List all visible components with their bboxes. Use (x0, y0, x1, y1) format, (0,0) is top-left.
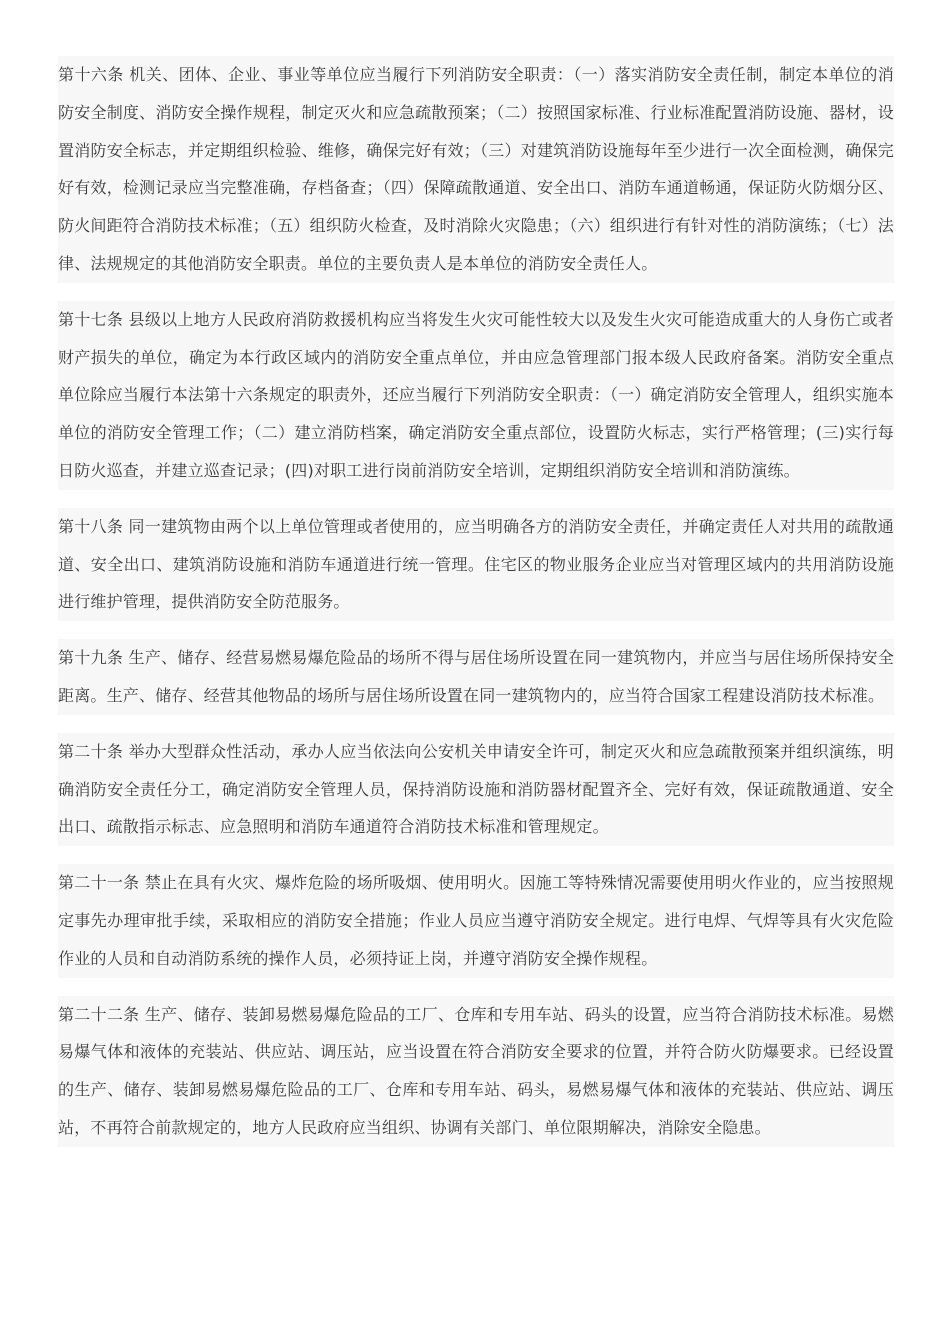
article-22: 第二十二条 生产、储存、装卸易燃易爆危险品的工厂、仓库和专用车站、码头的设置，应当符合消防技术标准。易燃易爆气体和液体的充装站、供应站、调压站，应当设置在符合消防安全要求的位置，并符合防火防爆要求。已经设置的生产、储存、装卸易燃易爆危险品的工厂、仓库和专用车站、码头，易燃易爆气体和液体的充装站、供应站、调压站，不再符合前款规定的，地方人民政府应当组织、协调有关部门、单位限期解决，消除安全隐患。 (58, 996, 894, 1147)
article-18: 第十八条 同一建筑物由两个以上单位管理或者使用的，应当明确各方的消防安全责任，并确定责任人对共用的疏散通道、安全出口、建筑消防设施和消防车通道进行统一管理。住宅区的物业服务企业应当对管理区域内的共用消防设施进行维护管理，提供消防安全防范服务。 (58, 508, 894, 621)
article-21: 第二十一条 禁止在具有火灾、爆炸危险的场所吸烟、使用明火。因施工等特殊情况需要使用明火作业的，应当按照规定事先办理审批手续，采取相应的消防安全措施；作业人员应当遵守消防安全规定。进行电焊、气焊等具有火灾危险作业的人员和自动消防系统的操作人员，必须持证上岗，并遵守消防安全操作规程。 (58, 864, 894, 977)
article-20: 第二十条 举办大型群众性活动，承办人应当依法向公安机关申请安全许可，制定灭火和应急疏散预案并组织演练，明确消防安全责任分工，确定消防安全管理人员，保持消防设施和消防器材配置齐全、完好有效，保证疏散通道、安全出口、疏散指示标志、应急照明和消防车通道符合消防技术标准和管理规定。 (58, 733, 894, 846)
document-page (58, 56, 894, 1165)
article-17: 第十七条 县级以上地方人民政府消防救援机构应当将发生火灾可能性较大以及发生火灾可能造成重大的人身伤亡或者财产损失的单位，确定为本行政区域内的消防安全重点单位，并由应急管理部门报本级人民政府备案。消防安全重点单位除应当履行本法第十六条规定的职责外，还应当履行下列消防安全职责：（一）确定消防安全管理人，组织实施本单位的消防安全管理工作；（二）建立消防档案，确定消防安全重点部位，设置防火标志，实行严格管理；(三)实行每日防火巡查，并建立巡查记录；(四)对职工进行岗前消防安全培训，定期组织消防安全培训和消防演练。 (58, 301, 894, 490)
article-16: 第十六条 机关、团体、企业、事业等单位应当履行下列消防安全职责：（一）落实消防安全责任制，制定本单位的消防安全制度、消防安全操作规程，制定灭火和应急疏散预案；（二）按照国家标准、行业标准配置消防设施、器材，设置消防安全标志，并定期组织检验、维修，确保完好有效；（三）对建筑消防设施每年至少进行一次全面检测，确保完好有效，检测记录应当完整准确，存档备查；（四）保障疏散通道、安全出口、消防车通道畅通，保证防火防烟分区、防火间距符合消防技术标准；（五）组织防火检查，及时消除火灾隐患；（六）组织进行有针对性的消防演练；（七）法律、法规规定的其他消防安全职责。单位的主要负责人是本单位的消防安全责任人。 (58, 56, 894, 283)
article-19: 第十九条 生产、储存、经营易燃易爆危险品的场所不得与居住场所设置在同一建筑物内，并应当与居住场所保持安全距离。生产、储存、经营其他物品的场所与居住场所设置在同一建筑物内的，应当符合国家工程建设消防技术标准。 (58, 639, 894, 715)
